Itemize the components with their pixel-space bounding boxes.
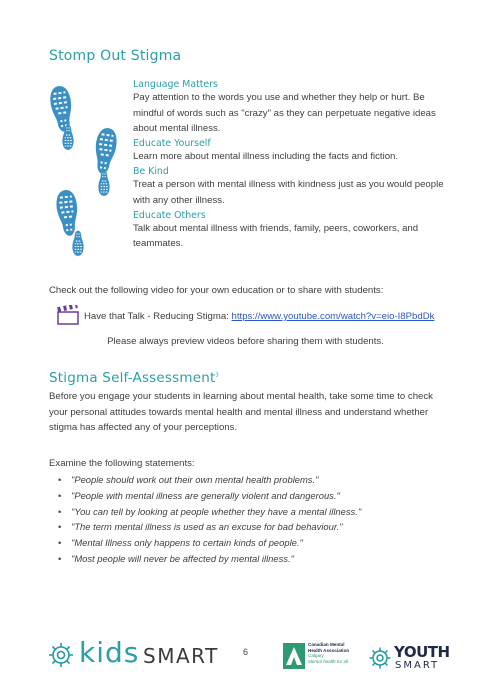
youth-smart-text: SMART	[395, 660, 440, 671]
tip-educate-yourself	[133, 138, 463, 165]
youthsmart-logo	[368, 640, 448, 678]
assessment-intro-line: Before you engage your students in learning about mental health, take some time to check	[49, 391, 433, 402]
footprint-icon	[92, 127, 119, 175]
cmha-tagline: Mental health for all	[308, 658, 349, 664]
cmha-name-line: Canadian Mental	[308, 642, 345, 647]
list-item: • "Most people will never be affected by mental illness."	[55, 553, 455, 569]
tip-body-line: teammates.	[133, 238, 184, 250]
list-item: • "You can tell by looking at people whether they have a mental illness."	[55, 506, 455, 522]
list-item: • "People with mental illness are generally violent and dangerous."	[55, 490, 455, 506]
footnote-marker: 3	[215, 372, 219, 379]
video-label: Have that Talk - Reducing Stigma:	[84, 311, 232, 322]
video-note: Please always preview videos before sharing them with students.	[107, 336, 384, 347]
video-intro: Check out the following video for your own education or to share with students:	[49, 285, 384, 296]
list-item: • "People should work out their own mental health problems."	[55, 474, 455, 490]
cmha-logo	[283, 641, 363, 677]
tip-body-line: Treat a person with mental illness with kindness just as you would people	[133, 179, 444, 191]
tips-section	[133, 79, 463, 252]
tip-body-line: about mental illness.	[133, 123, 221, 135]
statement-list	[55, 474, 455, 569]
video-line	[84, 309, 434, 325]
page-number: 6	[243, 647, 249, 657]
tip-language-matters	[133, 79, 463, 137]
logo-kids-text: kids	[79, 636, 140, 669]
list-item: • "The term mental illness is used as an excuse for bad behaviour."	[55, 521, 455, 537]
gear-icon	[47, 641, 75, 669]
cmha-branch: Calgary	[308, 653, 324, 659]
tip-body-line: mindful of words such as "crazy" as they can perpetuate negative ideas	[133, 107, 436, 119]
assessment-heading	[49, 370, 219, 386]
assessment-intro	[49, 389, 459, 436]
footprint-icon	[48, 85, 75, 133]
tip-body-line: Pay attention to the words you use and whether they help or hurt. Be	[133, 92, 425, 103]
logo-smart-text: SMART	[143, 644, 219, 668]
cmha-logo-icon	[283, 643, 305, 669]
tip-body-line: Talk about mental illness with friends, family, peers, coworkers, and	[133, 222, 419, 234]
tip-title: Language Matters	[133, 79, 218, 90]
assessment-intro-line: your personal attitudes towards mental health and mental illness and understand whether	[49, 406, 429, 418]
tip-title: Be Kind	[133, 166, 169, 178]
tip-educate-others	[133, 210, 463, 252]
tip-body-line: with any other illness.	[133, 194, 225, 206]
tip-title: Educate Others	[133, 209, 206, 221]
tip-body-line: Learn more about mental illness including the facts and fiction.	[133, 150, 399, 162]
kidsmart-logo	[47, 636, 219, 672]
tip-be-kind	[133, 166, 463, 208]
examine-label: Examine the following statements:	[49, 458, 195, 469]
footprint-icon	[72, 231, 83, 256]
film-clapper-icon	[57, 305, 79, 325]
video-link[interactable]: https://www.youtube.com/watch?v=eio-I8PbdDk	[231, 311, 435, 322]
youth-text: YOUTH	[394, 643, 450, 661]
assessment-intro-line: stigma has affected any of your perceptions.	[49, 422, 238, 434]
tip-title: Educate Yourself	[133, 137, 211, 149]
cmha-name-line: Health Association	[308, 647, 350, 653]
assessment-heading-text: Stigma Self-Assessment	[49, 370, 216, 386]
page-heading: Stomp Out Stigma	[49, 48, 182, 64]
footprint-icon	[98, 171, 109, 196]
footprints-graphic	[42, 76, 124, 264]
gear-icon	[368, 646, 392, 670]
list-item: • "Mental Illness only happens to certain kinds of people."	[55, 537, 455, 553]
footprint-icon	[55, 189, 80, 237]
